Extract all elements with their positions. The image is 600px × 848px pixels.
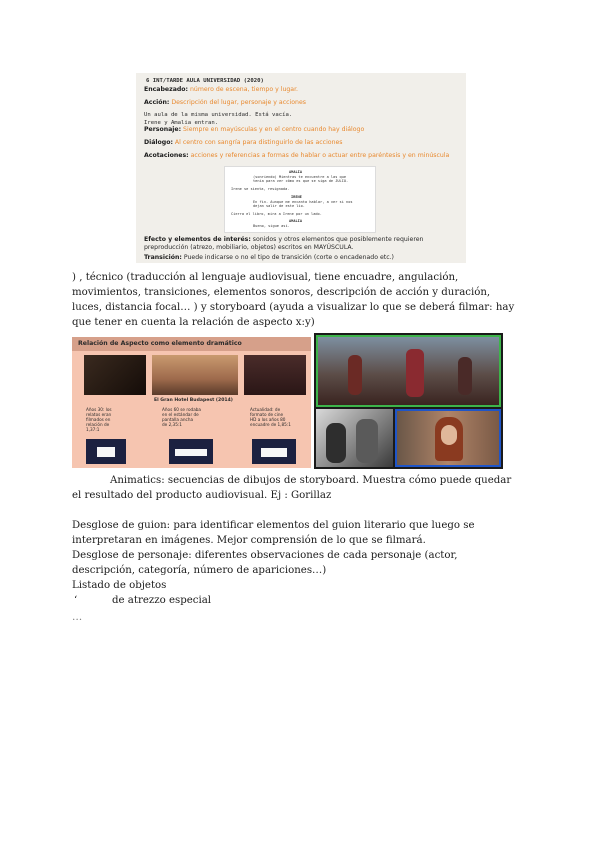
bullet-mark: ‘	[74, 595, 78, 606]
sample-line: Irene se sienta, resignada.	[231, 187, 290, 191]
caption-3: Actualidad: de formato de cine HD a los años 80 encuadre de 1,85:1	[250, 407, 291, 427]
ratio-diagram-3	[252, 439, 296, 464]
sample-line: Bueno, sigue así.	[253, 224, 290, 228]
object-list-item: de atrezzo especial	[112, 595, 212, 606]
object-list-heading: Listado de objetos	[72, 580, 167, 591]
film-title: El Gran Hotel Budapest (2014)	[154, 398, 233, 403]
script-breakdown-paragraph: Desglose de guion: para identificar elementos del guion literario que luego se interpretaran en imágenes. Mejor comprensión de lo que se filmará.	[72, 520, 475, 546]
aspect-ratio-collage-image	[314, 333, 503, 469]
script-row: Personaje: Siempre en mayúsculas y en el centro cuando hay diálogo	[144, 126, 365, 133]
script-row: Un aula de la misma universidad. Está vacía. Irene y Amalia entran.	[144, 112, 293, 126]
technical-script-paragraph: ) , técnico (traducción al lenguaje audiovisual, tiene encuadre, angulación, movimientos, transiciones, elementos sonoros, descripción de acción y duración, luces, distancia focal… ) y storyboard (ayuda a visualizar lo que se deberá filmar: hay que tener en cuenta la relación de aspecto x:y)	[72, 272, 515, 328]
sample-line: AMALIA	[289, 219, 302, 223]
ratio-diagram-2	[169, 439, 213, 464]
sample-line: AMALIA	[289, 170, 302, 174]
film-still-1	[84, 355, 146, 395]
sample-line: dejan salir de este lío.	[253, 204, 305, 208]
script-row: Encabezado: número de escena, tiempo y lugar.	[144, 86, 299, 93]
film-still-3	[244, 355, 306, 395]
sample-line: tenía para ver cómo es que se siga de JULIO.	[253, 179, 349, 183]
ellipsis: …	[72, 612, 83, 623]
screenplay-sample-page	[224, 166, 376, 233]
script-row: Diálogo: Al centro con sangría para distinguirlo de las acciones	[144, 139, 343, 146]
caption-1: Años 30: los relatos eran filmados en relación de 1,37:1	[86, 407, 112, 432]
aspect-ratio-image	[72, 337, 311, 468]
script-heading: 6 INT/TARDE AULA UNIVERSIDAD (2020)	[146, 78, 264, 84]
collage-bw-frame	[316, 409, 393, 467]
sample-line: Cierra el libro, mira a Irene por un lado.	[231, 212, 322, 216]
sample-line: En fin. Aunque me encanta hablar, a ver si nos	[253, 200, 353, 204]
collage-closeup-frame	[395, 409, 501, 467]
sample-line: (sonriendo) Mientras te encuentre a las que	[253, 175, 347, 179]
caption-2: Años 60 se rodaba en el estándar de pantalla ancha de 2,35:1	[162, 407, 201, 427]
script-row: Acotaciones: acciones y referencias a formas de hablar o actuar entre paréntesis y en minúscula	[144, 152, 450, 159]
script-row: Transición: Puede indicarse o no el tipo de transición (corte o encadenado etc.)	[144, 254, 394, 261]
script-row: Efecto y elementos de interés: sonidos y otros elementos que posiblemente requieren preproducción (atrezo, mobiliario, objetos) escritos en MAYÚSCULA.	[144, 236, 424, 251]
screenplay-format-image	[136, 73, 466, 263]
character-breakdown-paragraph: Desglose de personaje: diferentes observaciones de cada personaje (actor, descripción, categoría, número de apariciones…)	[72, 550, 458, 576]
sample-line: IRENE	[291, 195, 302, 199]
animatics-paragraph: Animatics: secuencias de dibujos de storyboard. Muestra cómo puede quedar el resultado del producto audiovisual. Ej : Gorillaz	[72, 475, 512, 501]
collage-wide-frame	[316, 335, 501, 407]
ratio-diagram-1	[86, 439, 126, 464]
film-still-2	[152, 355, 238, 395]
script-row: Acción: Descripción del lugar, personaje y acciones	[144, 99, 306, 106]
aspect-title: Relación de Aspecto como elemento dramático	[78, 340, 242, 347]
